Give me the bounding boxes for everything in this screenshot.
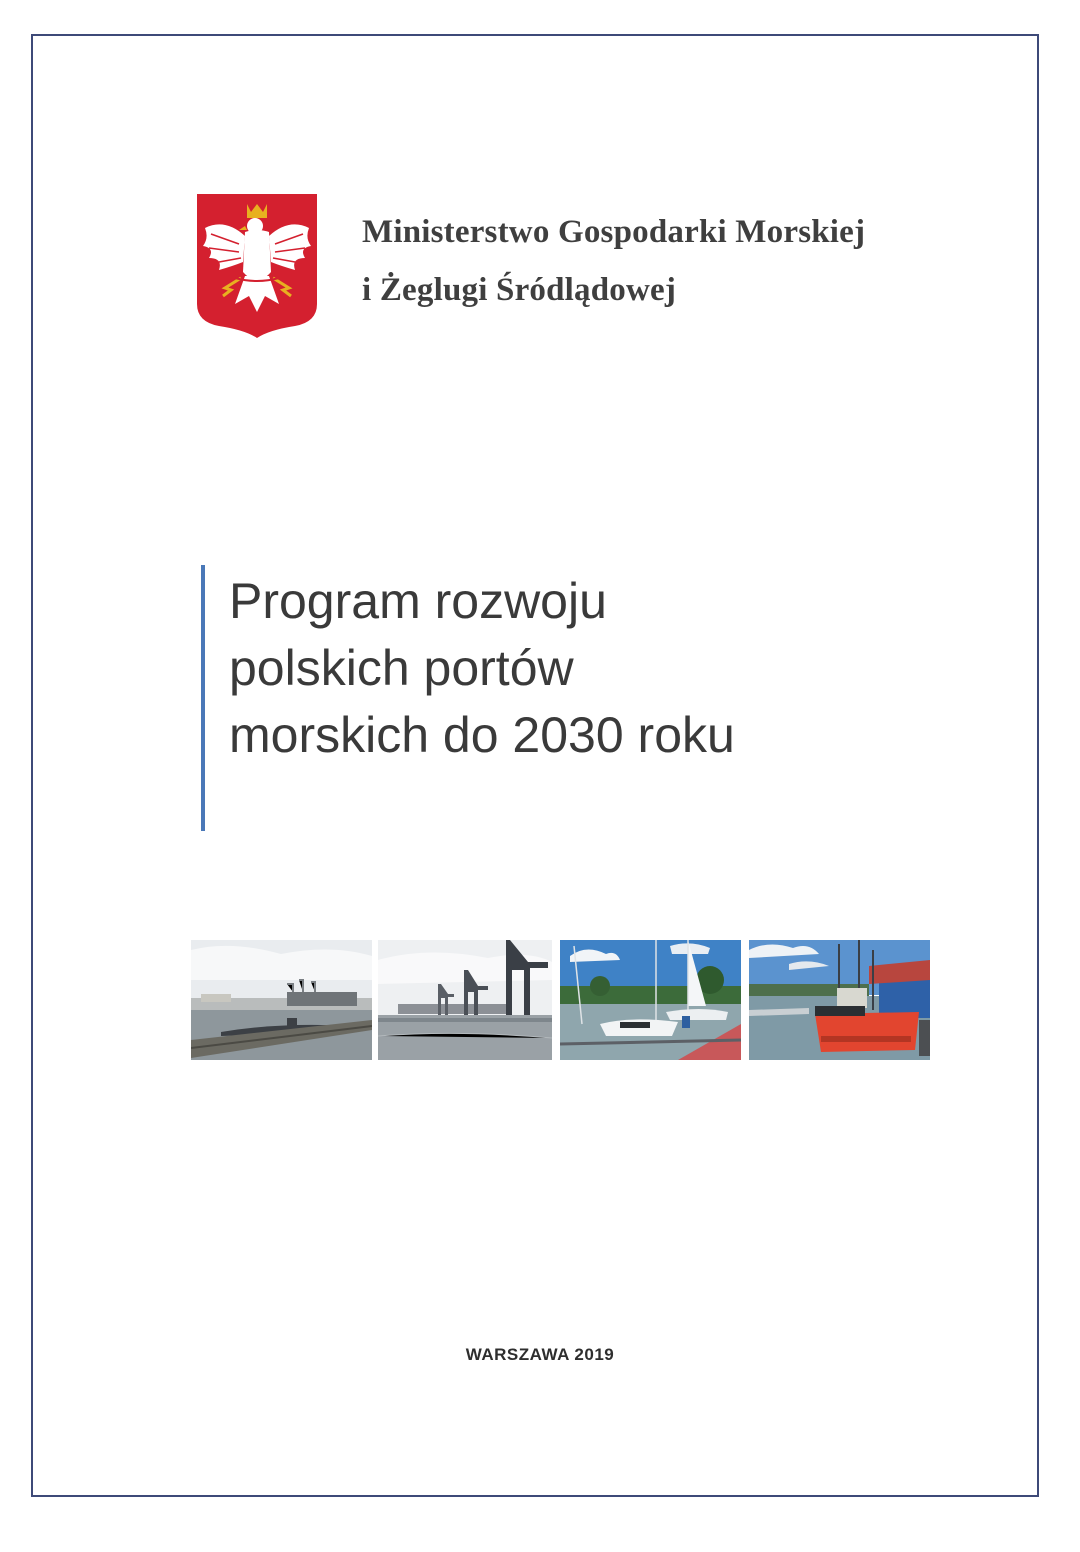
container-cranes-port-photo [378, 940, 552, 1060]
document-title-line-2: polskich portów [229, 640, 574, 696]
port-photos-strip [191, 940, 930, 1060]
place-and-year: WARSZAWA 2019 [465, 1345, 615, 1364]
ministry-name-line-1: Ministerstwo Gospodarki Morskiej [362, 214, 866, 250]
submarine-at-navy-pier-photo [191, 940, 372, 1060]
ministry-name-line-2: i Żeglugi Śródlądowej [362, 272, 677, 308]
document-title [229, 568, 735, 769]
document-title-line-3: morskich do 2030 roku [229, 707, 735, 763]
fishing-boats-harbour-photo [749, 940, 930, 1060]
title-accent-bar [201, 565, 205, 831]
yacht-marina-photo [560, 940, 741, 1060]
document-title-line-1: Program rozwoju [229, 573, 607, 629]
ministry-name [362, 203, 865, 319]
polish-eagle-emblem-icon [195, 192, 319, 338]
